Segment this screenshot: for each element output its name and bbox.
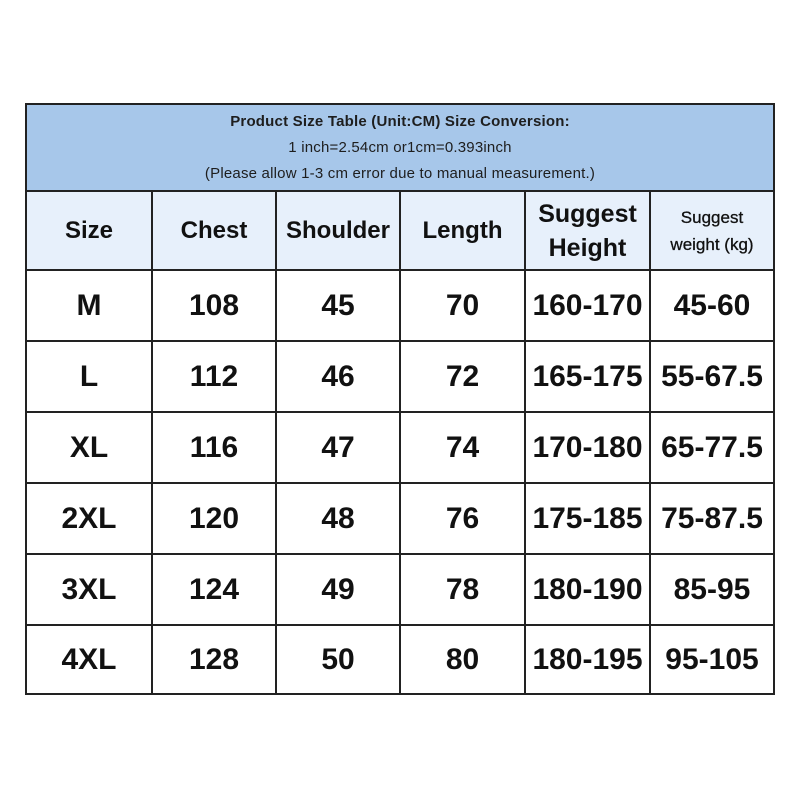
row-2-height-cell: 165-175 bbox=[526, 342, 651, 413]
row-3-chest-cell: 116 bbox=[153, 413, 277, 484]
row-1-shoulder-cell: 45 bbox=[277, 271, 401, 342]
row-1-chest-cell: 108 bbox=[153, 271, 277, 342]
row-4-length-cell: 76 bbox=[401, 484, 526, 555]
header-suggest-height bbox=[526, 192, 651, 271]
row-4-chest-cell: 120 bbox=[153, 484, 277, 555]
row-4-weight-cell: 75-87.5 bbox=[651, 484, 773, 555]
row-6-height-cell: 180-195 bbox=[526, 626, 651, 693]
row-4-size-cell: 2XL bbox=[27, 484, 153, 555]
row-5-shoulder-cell: 49 bbox=[277, 555, 401, 626]
note-conversion: 1 inch=2.54cm or1cm=0.393inch bbox=[288, 138, 512, 156]
row-1-weight-cell: 45-60 bbox=[651, 271, 773, 342]
row-5-length-cell: 78 bbox=[401, 555, 526, 626]
row-1-length-cell: 70 bbox=[401, 271, 526, 342]
header-shoulder: Shoulder bbox=[277, 192, 401, 271]
row-1-height-cell: 160-170 bbox=[526, 271, 651, 342]
row-6-shoulder-cell: 50 bbox=[277, 626, 401, 693]
row-2-chest-cell: 112 bbox=[153, 342, 277, 413]
row-2-size-cell: L bbox=[27, 342, 153, 413]
header-length: Length bbox=[401, 192, 526, 271]
row-3-height-cell: 170-180 bbox=[526, 413, 651, 484]
row-5-height-cell: 180-190 bbox=[526, 555, 651, 626]
note-error-allowance: (Please allow 1-3 cm error due to manual measurement.) bbox=[204, 164, 596, 182]
row-2-length-cell: 72 bbox=[401, 342, 526, 413]
row-4-shoulder-cell: 48 bbox=[277, 484, 401, 555]
row-6-weight-cell: 95-105 bbox=[651, 626, 773, 693]
note-title: Product Size Table (Unit:CM) Size Conversion: bbox=[230, 112, 570, 130]
row-1-size-cell: M bbox=[27, 271, 153, 342]
row-5-weight-cell: 85-95 bbox=[651, 555, 773, 626]
size-table bbox=[25, 103, 775, 695]
row-3-weight-cell: 65-77.5 bbox=[651, 413, 773, 484]
row-3-shoulder-cell: 47 bbox=[277, 413, 401, 484]
row-3-length-cell: 74 bbox=[401, 413, 526, 484]
row-5-size-cell: 3XL bbox=[27, 555, 153, 626]
header-suggest-weight bbox=[651, 192, 773, 271]
row-5-chest-cell: 124 bbox=[153, 555, 277, 626]
header-size: Size bbox=[27, 192, 153, 271]
header-suggest-height-line2: Height bbox=[548, 233, 627, 262]
row-6-length-cell: 80 bbox=[401, 626, 526, 693]
row-2-weight-cell: 55-67.5 bbox=[651, 342, 773, 413]
row-6-size-cell: 4XL bbox=[27, 626, 153, 693]
row-3-size-cell: XL bbox=[27, 413, 153, 484]
header-suggest-height-line1: Suggest bbox=[538, 199, 637, 228]
header-suggest-weight-line1: Suggest bbox=[680, 207, 744, 227]
header-suggest-weight-line2: weight (kg) bbox=[670, 234, 754, 254]
header-chest: Chest bbox=[153, 192, 277, 271]
row-2-shoulder-cell: 46 bbox=[277, 342, 401, 413]
row-4-height-cell: 175-185 bbox=[526, 484, 651, 555]
row-6-chest-cell: 128 bbox=[153, 626, 277, 693]
size-conversion-note bbox=[27, 105, 773, 192]
